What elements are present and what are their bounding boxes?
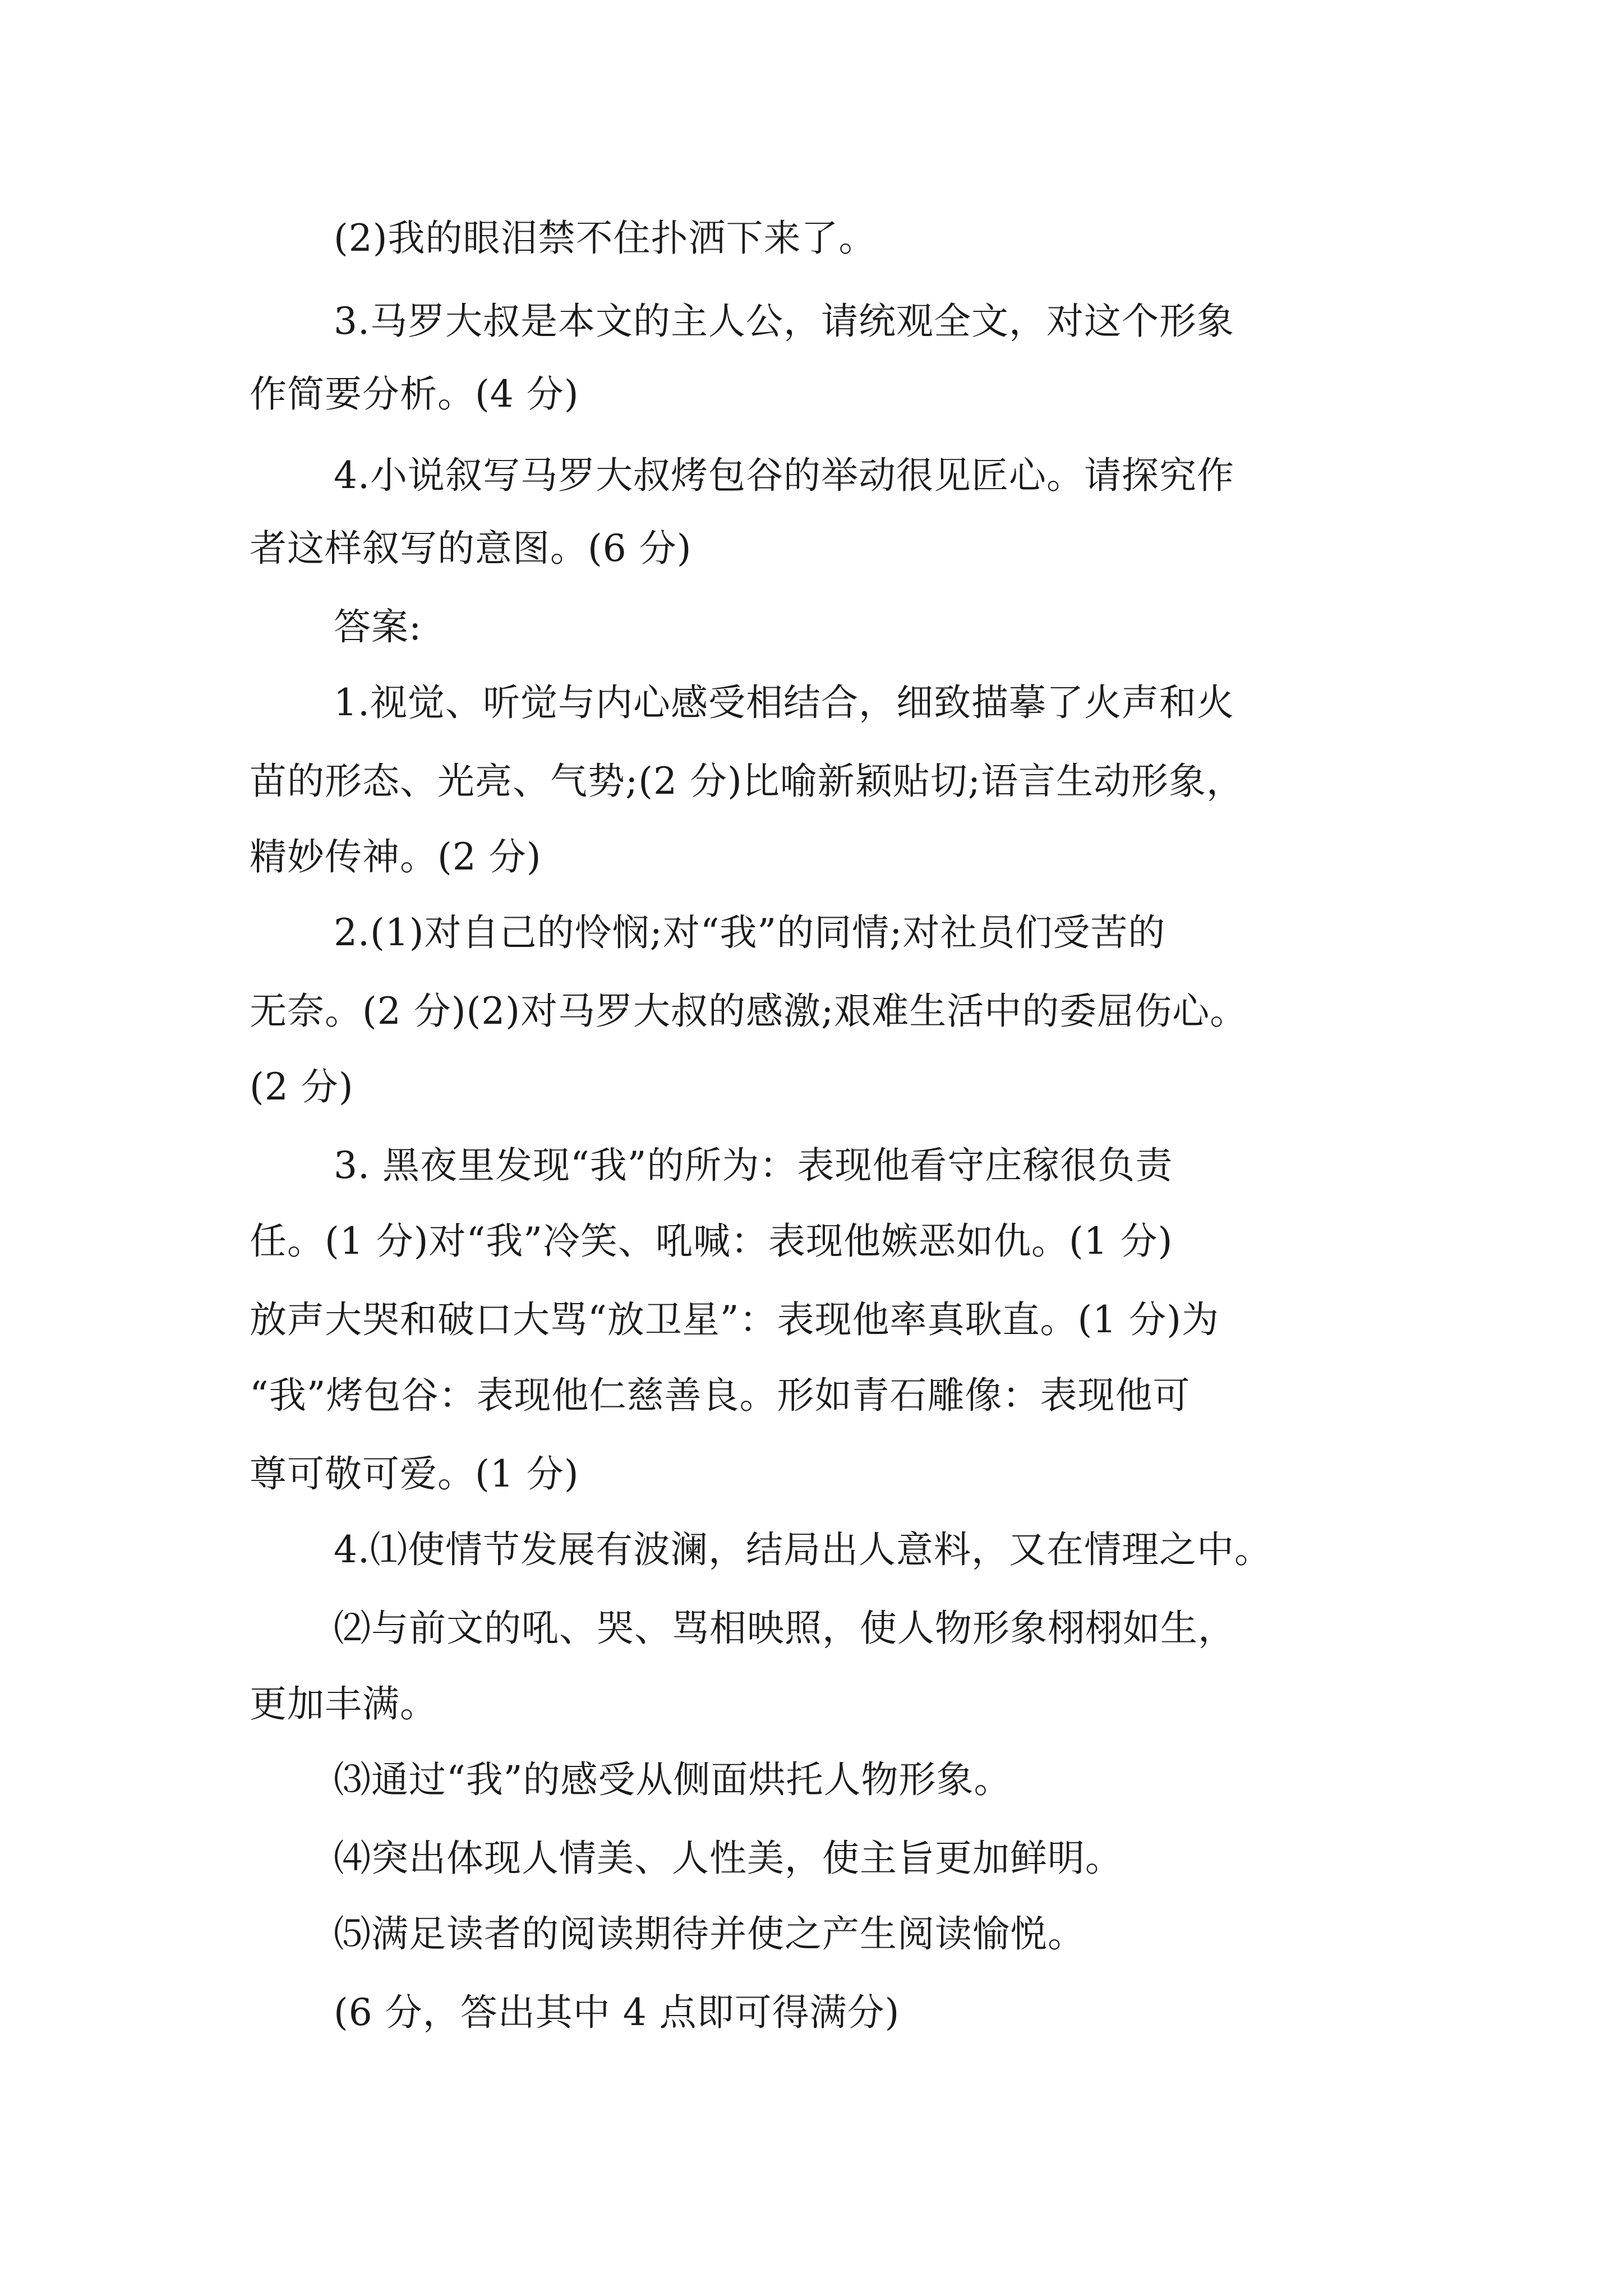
text-line: ⑷突出体现人情美、人性美，使主旨更加鲜明。 — [334, 1837, 1123, 1880]
text-line: (6 分，答出其中 4 点即可得满分) — [334, 1991, 900, 2034]
text-line: (2 分) — [250, 1065, 354, 1108]
text-line: 尊可敬可爱。(1 分) — [250, 1452, 579, 1496]
text-line: “我”烤包谷：表现他仁慈善良。形如青石雕像：表现他可 — [250, 1374, 1191, 1417]
text-line: 放声大哭和破口大骂“放卫星”：表现他率真耿直。(1 分)为 — [250, 1298, 1219, 1341]
text-line: ⑵与前文的吼、哭、骂相映照，使人物形象栩栩如生， — [334, 1607, 1235, 1650]
text-line: ⑸满足读者的阅读期待并使之产生阅读愉悦。 — [334, 1912, 1085, 1955]
text-line: 更加丰满。 — [250, 1682, 437, 1726]
text-line: 苗的形态、光亮、气势;(2 分)比喻新颖贴切;语言生动形象， — [250, 760, 1244, 803]
text-line: 4.小说叙写马罗大叔烤包谷的举动很见匠心。请探究作 — [334, 454, 1234, 497]
text-line: 任。(1 分)对“我”冷笑、吼喊：表现他嫉恶如仇。(1 分) — [250, 1220, 1173, 1263]
text-line: 4.⑴使情节发展有波澜，结局出人意料，又在情理之中。 — [334, 1528, 1272, 1571]
text-line: 1.视觉、听觉与内心感受相结合，细致描摹了火声和火 — [334, 681, 1234, 724]
text-line: 3. 黑夜里发现“我”的所为：表现他看守庄稼很负责 — [334, 1144, 1173, 1187]
answers-heading: 答案: — [334, 605, 422, 648]
text-line: 2.(1)对自己的怜悯;对“我”的同情;对社员们受苦的 — [334, 911, 1166, 954]
text-line: 作简要分析。(4 分) — [250, 372, 579, 416]
text-line: 无奈。(2 分)(2)对马罗大叔的感激;艰难生活中的委屈伤心。 — [250, 990, 1248, 1033]
text-line: 者这样叙写的意图。(6 分) — [250, 527, 692, 570]
text-line: ⑶通过“我”的感受从侧面烘托人物形象。 — [334, 1758, 1012, 1801]
text-line: 精妙传神。(2 分) — [250, 835, 542, 878]
text-line: (2)我的眼泪禁不住扑洒下来了。 — [334, 217, 877, 260]
text-line: 3.马罗大叔是本文的主人公，请统观全文，对这个形象 — [334, 300, 1234, 343]
